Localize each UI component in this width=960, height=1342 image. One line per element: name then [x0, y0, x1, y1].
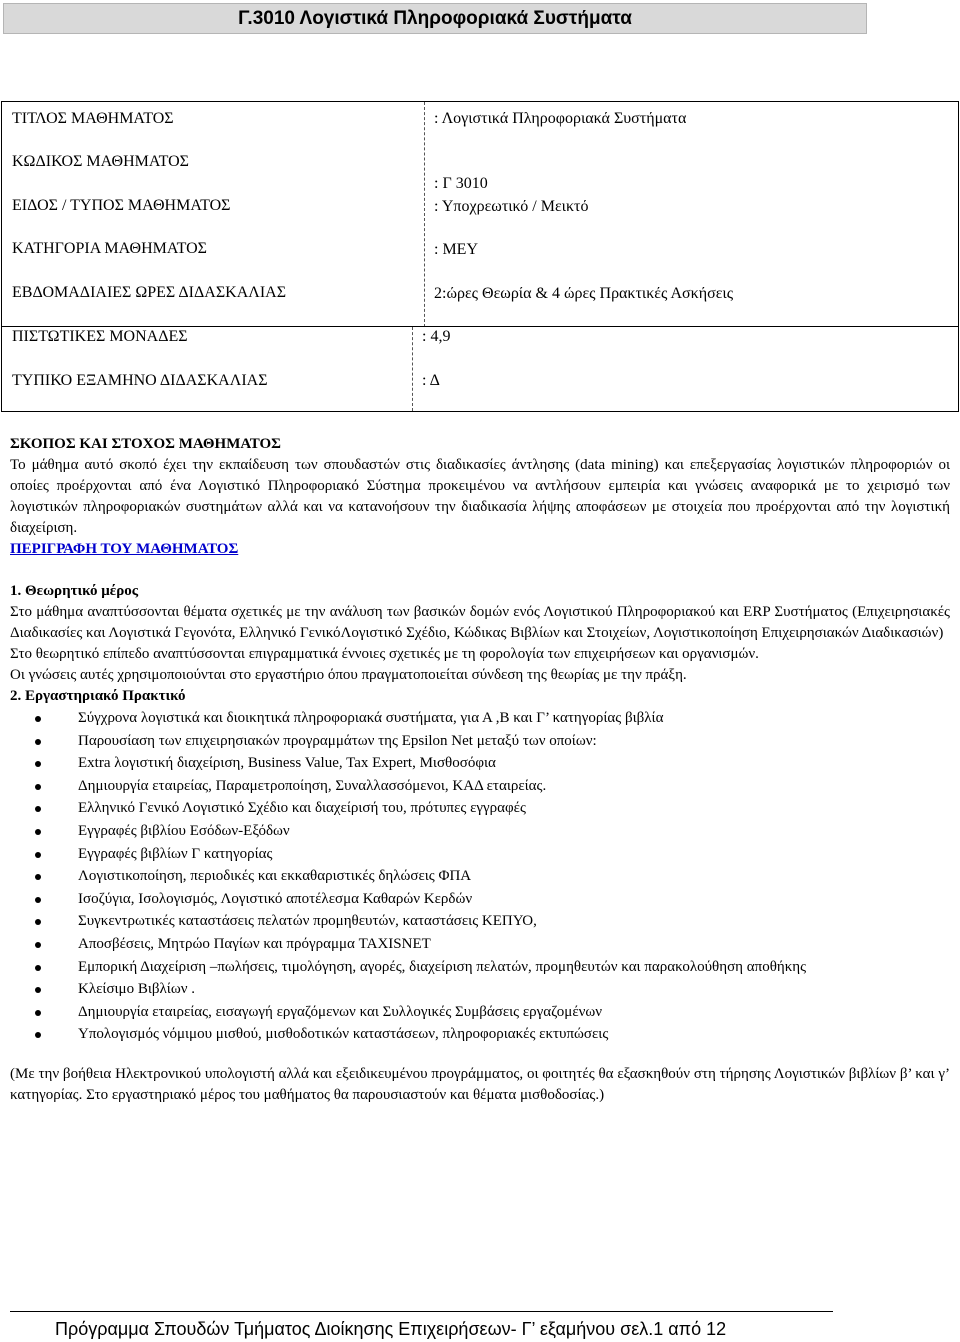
info-label-type: ΕΙΔΟΣ / ΤΥΠΟΣ ΜΑΘΗΜΑΤΟΣ — [12, 197, 231, 214]
info-label-credits: ΠΙΣΤΩΤΙΚΕΣ ΜΟΝΑΔΕΣ — [12, 328, 188, 345]
dashed-divider-lower — [412, 327, 413, 411]
list-item: Εγγραφές βιβλίων Γ κατηγορίας — [10, 843, 950, 866]
page-title: Γ.3010 Λογιστικά Πληροφοριακά Συστήματα — [3, 3, 867, 34]
aim-text: Το μάθημα αυτό σκοπό έχει την εκπαίδευση των σπουδαστών στις διαδικασίες άντλησης (data mining) και επεξεργασίας λογιστικών πληροφοριών οι οποίες προέρχονται από ένα Λογιστικό Πληροφοριακό Σύστημα προκειμένου να αντλήσουν εμπειρία και γνώσεις αναφορικά με το χειρισμό των λογιστικών πληροφοριακών συστημάτων αλλά και να κατανοήσουν την διαδικασία λήψης αποφάσεων με στοιχεία που προέρχονται από την λογιστική διαχείριση. — [10, 457, 950, 536]
list-item: Συγκεντρωτικές καταστάσεις πελατών προμηθευτών, καταστάσεις ΚΕΠΥΟ, — [10, 910, 950, 933]
info-value-credits: : 4,9 — [422, 328, 451, 345]
theory-paragraph-2: Στο θεωρητικό επίπεδο αναπτύσσονται επιγραμματικά έννοιες σχετικές με τη φορολογία των επιχειρήσεων και οργανισμών. — [10, 646, 759, 662]
list-item: Σύγχρονα λογιστικά και διοικητικά πληροφοριακά συστήματα, για Α ,Β και Γ’ κατηγορίας βιβλία — [10, 707, 950, 730]
list-item: Extra λογιστική διαχείριση, Business Value, Tax Expert, Μισθοσόφια — [10, 752, 950, 775]
lab-heading: 2. Εργαστηριακό Πρακτικό — [10, 688, 186, 704]
theory-paragraph-3: Οι γνώσεις αυτές χρησιμοποιούνται στο εργαστήριο όπου πραγματοποιείται σύνδεση της θεωρίας με την πράξη. — [10, 667, 687, 683]
info-value-title: : Λογιστικά Πληροφοριακά Συστήματα — [434, 110, 687, 127]
list-item: Παρουσίαση των επιχειρησιακών προγραμμάτων της Epsilon Net μεταξύ των οποίων: — [10, 730, 950, 753]
lab-list — [10, 707, 950, 1046]
theory-paragraph-1: Στο μάθημα αναπτύσσονται θέματα σχετικές με την ανάλυση των βασικών δομών ενός Λογιστικού Πληροφοριακού και ERP Συστήματος (Επιχειρησιακές Διαδικασίες και Λογιστικά Γεγονότα, Ελληνικό ΓενικόΛογιστικό Σχέδιο, Κώδικας Βιβλίων και Στοιχείων, Λογιστικοποίηση Επιχειρησιακών Διαδικασιών) — [10, 604, 950, 641]
list-item: Εγγραφές βιβλίου Εσόδων-Εξόδων — [10, 820, 950, 843]
row-divider — [2, 326, 958, 327]
page-footer: Πρόγραμμα Σπουδών Τμήματος Διοίκησης Επιχειρήσεων- Γ’ εξαμήνου σελ.1 από 12 — [55, 1319, 727, 1339]
list-item: Δημιουργία εταιρείας, Παραμετροποίηση, Συναλλασσόμενοι, ΚΑΔ εταιρείας. — [10, 775, 950, 798]
list-item: Εμπορική Διαχείριση –πωλήσεις, τιμολόγηση, αγορές, διαχείριση πελατών, προμηθευτών και παρακολούθηση αποθήκης — [10, 956, 950, 979]
theory-heading: 1. Θεωρητικό μέρος — [10, 583, 139, 599]
info-label-hours: ΕΒΔΟΜΑΔΙΑΙΕΣ ΩΡΕΣ ΔΙΔΑΣΚΑΛΙΑΣ — [12, 284, 287, 301]
list-item: Δημιουργία εταιρείας, εισαγωγή εργαζόμενων και Συλλογικές Συμβάσεις εργαζομένων — [10, 1001, 950, 1024]
info-value-semester: : Δ — [422, 372, 440, 389]
list-item: Λογιστικοποίηση, περιοδικές και εκκαθαριστικές δηλώσεις ΦΠΑ — [10, 865, 950, 888]
info-value-code: : Γ 3010 — [434, 175, 488, 192]
aim-heading: ΣΚΟΠΟΣ ΚΑΙ ΣΤΟΧΟΣ ΜΑΘΗΜΑΤΟΣ — [10, 436, 281, 452]
info-value-hours: 2:ώρες Θεωρία & 4 ώρες Πρακτικές Ασκήσεις — [434, 285, 734, 302]
footer-divider — [10, 1311, 833, 1312]
description-heading[interactable]: ΠΕΡΙΓΡΑΦΗ ΤΟΥ ΜΑΘΗΜΑΤΟΣ — [10, 541, 239, 557]
info-value-type: : Υποχρεωτικό / Μεικτό — [434, 198, 589, 215]
info-label-code: ΚΩΔΙΚΟΣ ΜΑΘΗΜΑΤΟΣ — [12, 153, 189, 170]
info-value-category: : ΜΕΥ — [434, 241, 478, 258]
info-label-category: ΚΑΤΗΓΟΡΙΑ ΜΑΘΗΜΑΤΟΣ — [12, 240, 207, 257]
list-item: Ελληνικό Γενικό Λογιστικό Σχέδιο και διαχείρισή του, πρότυπες εγγραφές — [10, 797, 950, 820]
list-item: Ισοζύγια, Ισολογισμός, Λογιστικό αποτέλεσμα Καθαρών Κερδών — [10, 888, 950, 911]
course-content — [10, 434, 950, 1106]
info-label-semester: ΤΥΠΙΚΟ ΕΞΑΜΗΝΟ ΔΙΔΑΣΚΑΛΙΑΣ — [12, 372, 268, 389]
closing-paragraph: (Με την βοήθεια Ηλεκτρονικού υπολογιστή αλλά και εξειδικευμένου προγράμματος, οι φοιτητές θα εξασκηθούν στη τήρησης Λογιστικών βιβλίων β’ και γ’ κατηγορίας. Στο εργαστηριακό μέρος του μαθήματος θα παρουσιαστούν και θέματα μισθοδοσίας.) — [10, 1065, 950, 1103]
list-item: Κλείσιμο Βιβλίων . — [10, 978, 950, 1001]
info-label-title: ΤΙΤΛΟΣ ΜΑΘΗΜΑΤΟΣ — [12, 110, 174, 127]
list-item: Υπολογισμός νόμιμου μισθού, μισθοδοτικών καταστάσεων, πληροφοριακές εκτυπώσεις — [10, 1023, 950, 1046]
spacer — [10, 560, 950, 581]
list-item: Αποσβέσεις, Μητρώο Παγίων και πρόγραμμα TAXISNET — [10, 933, 950, 956]
dashed-divider — [424, 102, 425, 327]
course-info-table — [1, 101, 959, 412]
spacer — [10, 1046, 950, 1064]
